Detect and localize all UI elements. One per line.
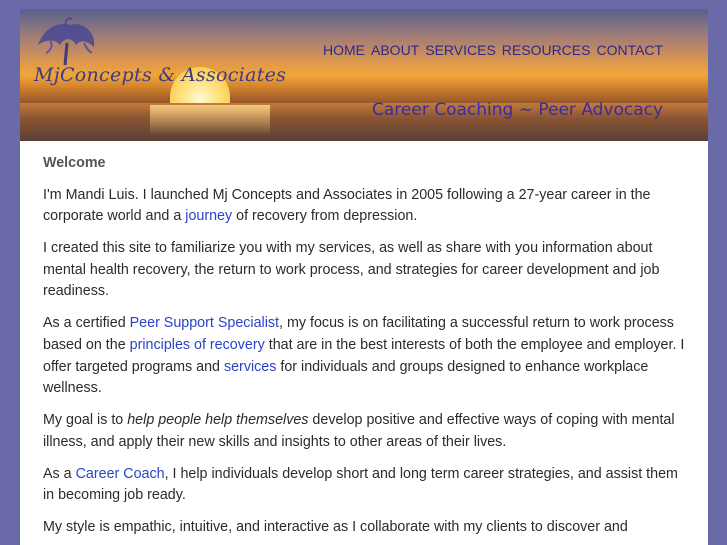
header-banner <box>20 9 708 141</box>
journey-link[interactable]: journey <box>185 208 233 225</box>
text: of recovery from depression. <box>232 208 418 225</box>
main-content <box>43 153 693 545</box>
text: for individuals and groups designed to enhance workplace wellness. <box>43 358 649 397</box>
emphasis: help people help themselves <box>127 412 309 429</box>
nav-about[interactable]: ABOUT <box>371 42 420 58</box>
palm-tree-logo-icon <box>30 15 100 67</box>
principles-of-recovery-link[interactable]: principles of recovery <box>129 336 265 353</box>
text: develop positive and effective ways of coping with mental illness, and apply their new skills and insights to other areas of their lives. <box>43 412 675 450</box>
text: As a <box>43 465 76 482</box>
page-container <box>20 9 708 545</box>
nav-contact[interactable]: CONTACT <box>596 42 664 58</box>
logo-text[interactable]: MjConcepts & Associates <box>34 64 287 86</box>
main-nav <box>323 42 669 58</box>
sun-reflection <box>150 105 270 135</box>
nav-home[interactable]: HOME <box>323 42 365 58</box>
text: , I help individuals develop short and long term career strategies, and assist them in becoming job ready. <box>43 465 678 504</box>
text: , my focus is on facilitating a successful return to work process based on the <box>43 315 674 353</box>
purpose-paragraph: I created this site to familiarize you with my services, as well as share with you information about mental health recovery, the return to work process, and strategies for career development and job readiness. <box>43 240 660 300</box>
services-link[interactable]: services <box>223 358 277 375</box>
page-title: Welcome <box>43 155 106 171</box>
text: My goal is to <box>43 412 128 429</box>
goal-paragraph <box>43 410 693 453</box>
career-coach-link[interactable]: Career Coach <box>75 465 165 482</box>
text: As a certified <box>43 315 130 332</box>
nav-services[interactable]: SERVICES <box>425 42 496 58</box>
text: I'm Mandi Luis. I launched Mj Concepts and Associates in 2005 following a 27-year career in the corporate world and a <box>43 186 651 225</box>
intro-paragraph <box>43 185 693 228</box>
style-paragraph: My style is empathic, intuitive, and interactive as I collaborate with my clients to discover and <box>43 519 628 536</box>
peer-support-paragraph <box>43 313 693 399</box>
peer-support-link[interactable]: Peer Support Specialist <box>129 315 280 332</box>
text: that are in the best interests of both the employee and employer. I offer targeted programs and <box>43 336 685 375</box>
career-coach-paragraph <box>43 464 693 507</box>
tagline: Career Coaching ~ Peer Advocacy <box>372 100 664 120</box>
nav-resources[interactable]: RESOURCES <box>501 42 591 58</box>
